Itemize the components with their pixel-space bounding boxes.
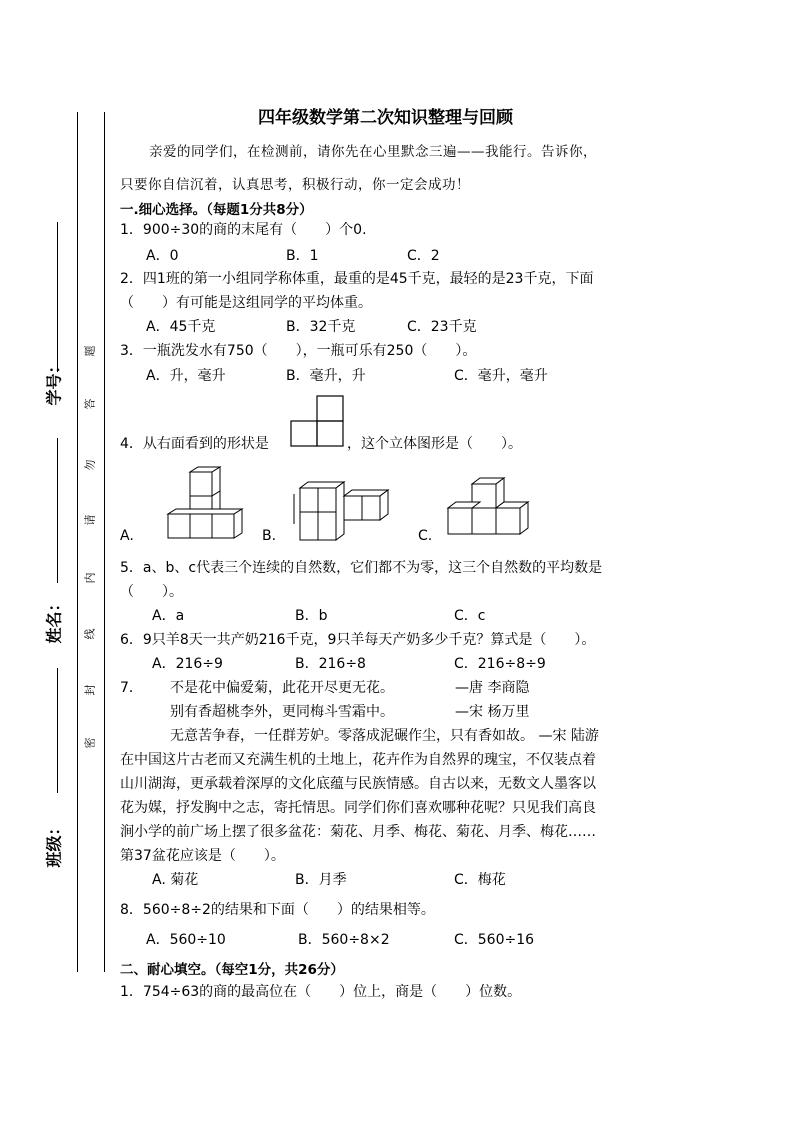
q6-option-c[interactable]: C．216÷8÷9 (454, 656, 546, 672)
q1-stem: 1．900÷30的商的末尾有（ ）个0. (120, 222, 367, 238)
q5-stem-2: （ ）。 (120, 584, 183, 600)
q7-number: 7． (120, 680, 143, 696)
seal-line-right (104, 112, 105, 972)
q7-poem-2: 别有香超桃李外，更同梅斗雪霜中。 (170, 704, 394, 720)
student-number-label: 学号： (44, 357, 64, 406)
class-label: 班级： (44, 819, 64, 868)
q7-option-b[interactable]: B．月季 (295, 872, 347, 888)
q6-option-a[interactable]: A．216÷9 (152, 656, 223, 672)
seal-char: 封 (83, 684, 97, 696)
q7-line-5: 山川湖海，更承载着深厚的文化底蕴与民族情感。自古以来，无数文人墨客以 (120, 776, 596, 792)
q7-line-7: 涧小学的前广场上摆了很多盆花：菊花、月季、梅花、菊花、月季、梅花…… (120, 824, 596, 840)
q5-option-b[interactable]: B．b (295, 608, 328, 624)
q3-stem: 3．一瓶洗发水有750（ ），一瓶可乐有250（ ）。 (120, 343, 477, 359)
q7-line-4: 在中国这片古老而又充满生机的土地上，花卉作为自然界的瑰宝，不仅装点着 (120, 752, 596, 768)
q2-stem-1: 2．四1班的第一小组同学称体重，最重的是45千克，最轻的是23千克，下面 (120, 271, 594, 287)
q7-option-a[interactable]: A. 菊花 (152, 872, 199, 888)
seal-char: 请 (83, 514, 97, 526)
right-view-figure (289, 395, 345, 447)
intro-line-1: 亲爱的同学们，在检测前，请你先在心里默念三遍——我能行。告诉你， (149, 144, 597, 160)
section2-header: 二、耐心填空。（每空1分，共26分） (120, 962, 344, 978)
name-label: 姓名： (44, 595, 64, 644)
seal-char: 答 (83, 398, 97, 410)
q2-option-b[interactable]: B．32千克 (286, 319, 356, 335)
q4-stem-a: 4．从右面看到的形状是 (120, 436, 269, 452)
q7-poem-1: 不是花中偏爱菊，此花开尽更无花。 (170, 680, 394, 696)
cube-figure-c (448, 476, 532, 540)
q4-option-a[interactable]: A. (120, 528, 134, 544)
q2-option-a[interactable]: A．45千克 (146, 319, 216, 335)
q8-option-b[interactable]: B．560÷8×2 (298, 932, 390, 948)
seal-char: 勿 (83, 459, 97, 471)
seal-line-left (77, 112, 78, 972)
seal-char: 题 (83, 345, 97, 357)
intro-line-2: 只要你自信沉着，认真思考，积极行动，你一定会成功！ (120, 177, 470, 193)
xuehao-underline (57, 222, 58, 372)
s2-q1: 1．754÷63的商的最高位在（ ）位上，商是（ ）位数。 (120, 984, 522, 1000)
q8-option-a[interactable]: A．560÷10 (146, 932, 226, 948)
xingming-underline (57, 438, 58, 583)
q7-option-c[interactable]: C．梅花 (454, 872, 506, 888)
q4-option-b[interactable]: B. (262, 528, 277, 544)
q1-option-c[interactable]: C．2 (407, 248, 440, 264)
page-title: 四年级数学第二次知识整理与回顾 (258, 108, 513, 128)
q3-option-b[interactable]: B．毫升，升 (286, 368, 366, 384)
q7-line-3: 无意苦争春，一任群芳妒。零落成泥碾作尘，只有香如故。 —宋 陆游 (170, 728, 599, 744)
q8-option-c[interactable]: C．560÷16 (454, 932, 535, 948)
q1-option-a[interactable]: A．0 (146, 248, 179, 264)
cube-figure-b (294, 480, 390, 544)
q7-line-8: 第37盆花应该是（ ）。 (120, 848, 285, 864)
q7-line-6: 花为媒，抒发胸中之志，寄托情思。同学们你们喜欢哪种花呢？只见我们高良 (120, 800, 596, 816)
q2-option-c[interactable]: C．23千克 (407, 319, 477, 335)
q6-option-b[interactable]: B．216÷8 (295, 656, 366, 672)
section1-header: 一.细心选择。（每题1分共8分） (120, 202, 313, 218)
q1-option-b[interactable]: B．1 (286, 248, 319, 264)
seal-char: 密 (83, 737, 97, 749)
q4-option-c[interactable]: C. (418, 528, 433, 544)
q5-option-c[interactable]: C．c (454, 608, 486, 624)
q7-poem-2-author: —宋 杨万里 (455, 704, 530, 720)
q5-stem-1: 5．a、b、c代表三个连续的自然数，它们都不为零，这三个自然数的平均数是 (120, 560, 603, 576)
q3-option-a[interactable]: A．升，毫升 (146, 368, 226, 384)
q2-stem-2: （ ）有可能是这组同学的平均体重。 (120, 295, 372, 311)
q7-poem-1-author: —唐 李商隐 (455, 680, 530, 696)
q4-stem-b: ，这个立体图形是（ ）。 (347, 436, 522, 452)
q8-stem: 8．560÷8÷2的结果和下面（ ）的结果相等。 (120, 902, 435, 918)
seal-char: 内 (83, 572, 97, 584)
q5-option-a[interactable]: A．a (152, 608, 185, 624)
q3-option-c[interactable]: C．毫升，毫升 (454, 368, 548, 384)
cube-figure-a (168, 466, 248, 542)
banji-underline (57, 668, 58, 793)
q6-stem: 6．9只羊8天一共产奶216千克，9只羊每天产奶多少千克？算式是（ ）。 (120, 632, 596, 648)
seal-char: 线 (83, 628, 97, 640)
